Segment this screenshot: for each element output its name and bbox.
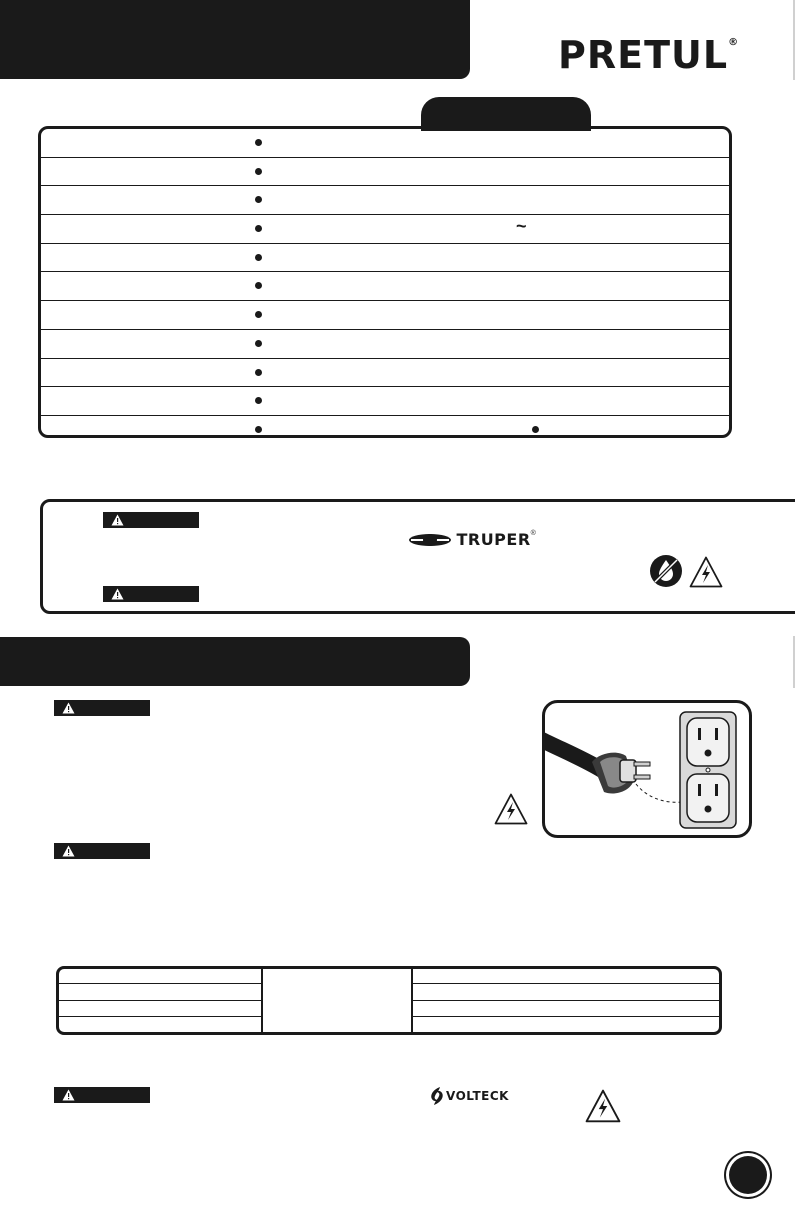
warning-badge — [54, 700, 150, 716]
specifications-table — [38, 126, 732, 438]
spec-bullet — [255, 196, 262, 203]
pretul-registered-mark: ® — [728, 37, 740, 48]
spec-row — [41, 272, 729, 301]
table-divider — [413, 1000, 719, 1001]
warning-badge — [54, 1087, 150, 1103]
pretul-logo — [558, 33, 739, 77]
voltage-ac-symbol: ~ — [516, 216, 527, 237]
warning-triangle-icon — [111, 514, 124, 526]
spec-row — [41, 215, 729, 244]
spec-row — [41, 186, 729, 215]
spec-row — [41, 301, 729, 330]
pretul-logo-text: PRETUL — [558, 33, 729, 77]
table-divider — [413, 983, 719, 984]
truper-logo — [408, 530, 536, 550]
spec-row — [41, 416, 729, 438]
warning-badge — [54, 843, 150, 859]
spec-row — [41, 244, 729, 273]
spec-bullet — [255, 139, 262, 146]
spec-bullet — [255, 254, 262, 261]
warning-badge — [103, 586, 199, 602]
no-water-icon — [649, 554, 683, 588]
warning-triangle-icon — [62, 702, 75, 714]
table-divider — [413, 1016, 719, 1017]
plug-outlet-illustration — [542, 700, 752, 838]
spec-bullet — [255, 369, 262, 376]
spec-bullet — [255, 340, 262, 347]
page-number-circle — [729, 1156, 767, 1194]
table-divider — [59, 1000, 262, 1001]
section-header-bar — [0, 637, 470, 686]
spec-row — [41, 129, 729, 158]
extension-cord-table — [56, 966, 722, 1035]
top-section-header-bar — [0, 0, 470, 79]
electric-shock-icon — [494, 793, 528, 825]
spec-row — [41, 387, 729, 416]
warning-triangle-icon — [111, 588, 124, 600]
spec-row — [41, 330, 729, 359]
spec-bullet — [255, 311, 262, 318]
electric-shock-icon — [689, 556, 723, 588]
electric-shock-icon — [585, 1089, 621, 1123]
truper-emblem-icon — [408, 533, 452, 547]
spec-bullet — [532, 426, 539, 433]
volteck-logo-text: VOLTECK — [446, 1089, 509, 1103]
spec-row — [41, 359, 729, 388]
volteck-emblem-icon — [428, 1086, 446, 1106]
table-column-divider — [261, 969, 263, 1032]
table-column-divider — [411, 969, 413, 1032]
warning-badge — [103, 512, 199, 528]
spec-bullet — [255, 397, 262, 404]
warning-triangle-icon — [62, 845, 75, 857]
spec-bullet — [255, 168, 262, 175]
volteck-logo — [428, 1086, 509, 1106]
spec-row — [41, 158, 729, 187]
truper-registered-mark: ® — [530, 530, 536, 537]
truper-logo-text: TRUPER — [456, 530, 531, 549]
warning-triangle-icon — [62, 1089, 75, 1101]
warranty-warning-box — [40, 499, 795, 614]
spec-bullet — [255, 282, 262, 289]
table-divider — [59, 983, 262, 984]
table-divider — [59, 1016, 262, 1017]
spec-bullet — [255, 225, 262, 232]
spec-bullet — [255, 426, 262, 433]
